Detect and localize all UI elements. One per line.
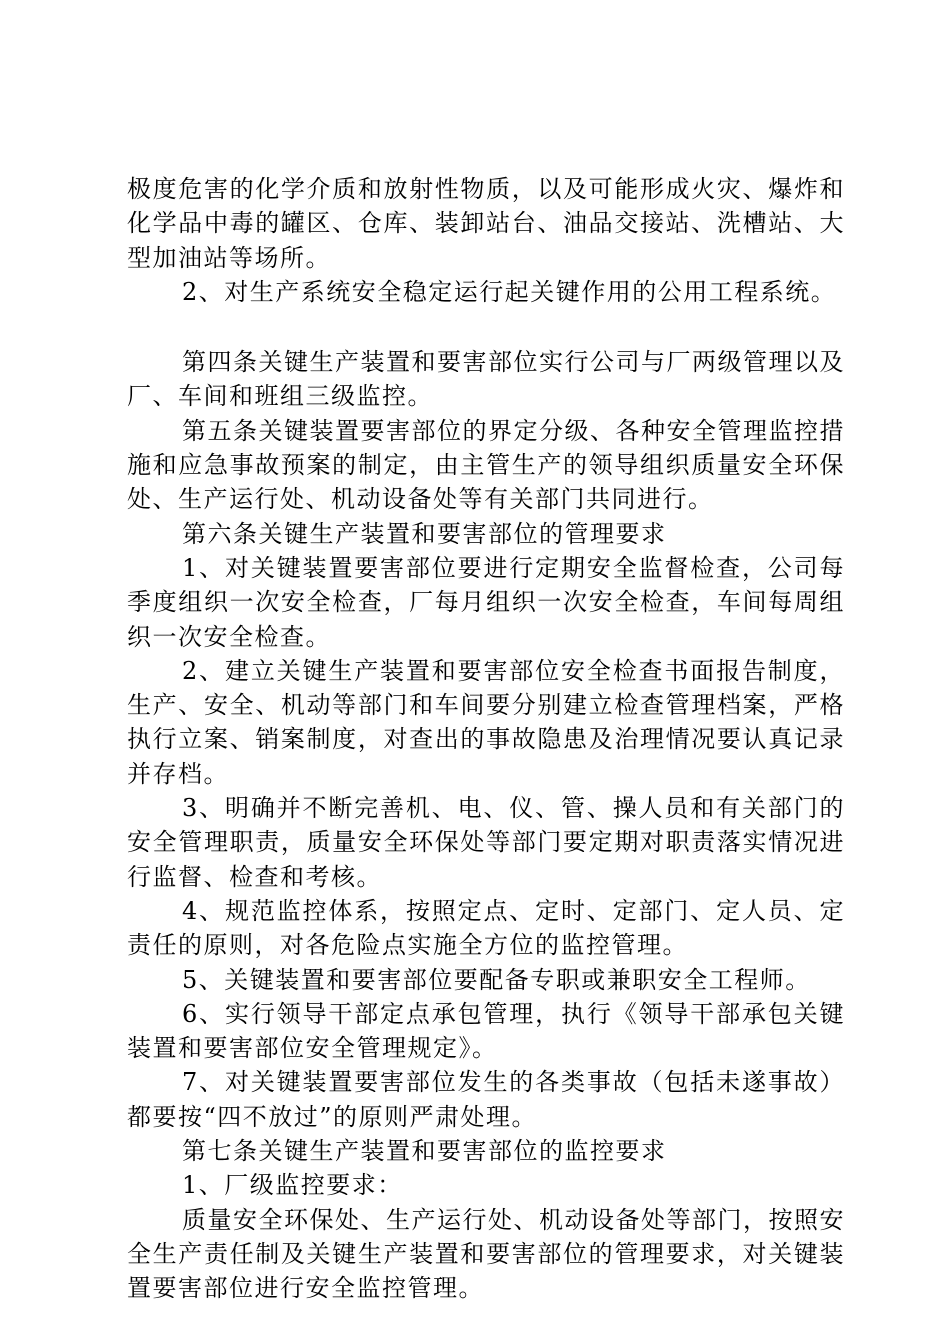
article-6-item-2: 2、建立关键生产装置和要害部位安全检查书面报告制度，生产、安全、机动等部门和车间要分别建立检查管理档案，严格执行立案、销案制度，对查出的事故隐患及治理情况要认真记录并存档。 <box>127 656 845 788</box>
article-7-heading: 第七条关键生产装置和要害部位的监控要求 <box>182 1137 667 1166</box>
article-6-item-7: 7、对关键装置要害部位发生的各类事故（包括未遂事故）都要按“四不放过”的原则严肃处理。 <box>127 1068 845 1131</box>
article-4: 第四条关键生产装置和要害部位实行公司与厂两级管理以及厂、车间和班组三级监控。 <box>127 348 845 411</box>
article-6-item-5: 5、关键装置和要害部位要配备专职或兼职安全工程师。 <box>182 965 811 994</box>
article-7-item-1-body: 质量安全环保处、生产运行处、机动设备处等部门，按照安全生产责任制及关键生产装置和要害部位的管理要求，对关键装置要害部位进行安全监控管理。 <box>127 1205 845 1303</box>
paragraph-hazard-areas: 极度危害的化学介质和放射性物质，以及可能形成火灾、爆炸和化学品中毒的罐区、仓库、装卸站台、油品交接站、洗槽站、大型加油站等场所。 <box>127 175 845 272</box>
paragraph-utility-systems: 2、对生产系统安全稳定运行起关键作用的公用工程系统。 <box>182 277 837 306</box>
article-6-heading: 第六条关键生产装置和要害部位的管理要求 <box>182 519 667 548</box>
paragraph-spacer <box>127 309 845 345</box>
article-6-item-3: 3、明确并不断完善机、电、仪、管、操人员和有关部门的安全管理职责，质量安全环保处等部门要定期对职责落实情况进行监督、检查和考核。 <box>127 794 845 891</box>
document-body <box>127 172 845 1306</box>
article-5: 第五条关键装置要害部位的界定分级、各种安全管理监控措施和应急事故预案的制定，由主管生产的领导组织质量安全环保处、生产运行处、机动设备处等有关部门共同进行。 <box>127 416 845 514</box>
article-6-item-6: 6、实行领导干部定点承包管理，执行《领导干部承包关键装置和要害部位安全管理规定》。 <box>127 999 845 1063</box>
article-7-item-1: 1、厂级监控要求： <box>182 1171 403 1200</box>
article-6-item-1: 1、对关键装置要害部位要进行定期安全监督检查，公司每季度组织一次安全检查，厂每月组织一次安全检查，车间每周组织一次安全检查。 <box>127 553 845 651</box>
article-6-item-4: 4、规范监控体系，按照定点、定时、定部门、定人员、定责任的原则，对各危险点实施全方位的监控管理。 <box>127 896 845 960</box>
